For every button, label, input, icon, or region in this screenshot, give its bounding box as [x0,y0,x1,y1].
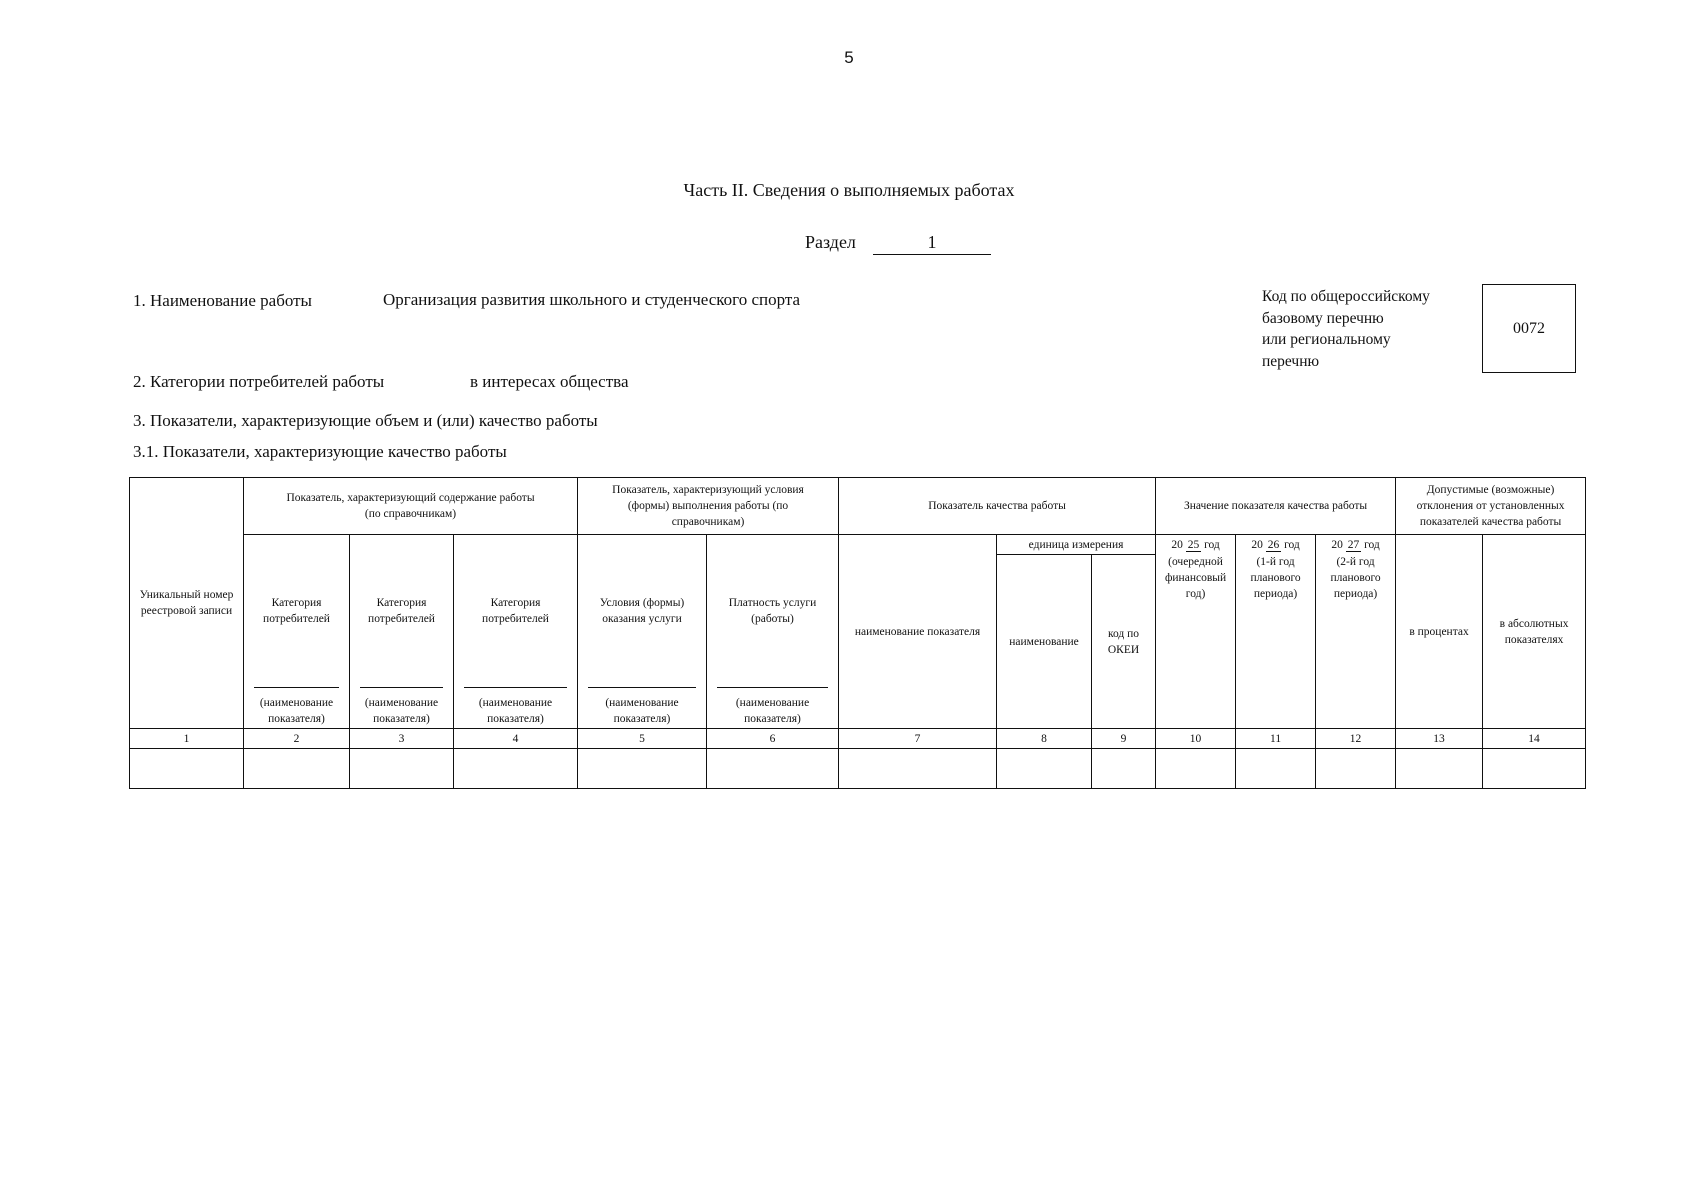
year-prefix: 20 [1171,539,1183,551]
registry-code-box [1482,284,1576,373]
conditions-group-header: Показатель, характеризующий условия (формы) выполнения работы (по справочникам) [578,478,839,535]
year-value: 25 [1187,539,1200,551]
table-header-row-2 [130,535,1586,555]
year-suffix: год [1364,539,1380,551]
column-number: 14 [1483,729,1586,749]
subheader-note: (наименование показателя) [605,697,679,725]
table-cell [1316,749,1396,789]
underline-rule [717,687,828,688]
column-number: 12 [1316,729,1396,749]
work-name-value: Организация развития школьного и студенческого спорта [383,290,801,309]
year-value: 26 [1267,539,1280,551]
table-cell [1396,749,1483,789]
subheader-note: (наименование показателя) [364,697,439,725]
year-2025-header [1156,535,1236,729]
year-prefix: 20 [1331,539,1343,551]
subheader-note: (наименование показателя) [735,697,810,725]
table-cell [578,749,707,789]
subheader-title: Платность услуги (работы) [728,597,817,625]
column-number: 6 [707,729,839,749]
subheader-service-conditions [578,535,707,729]
column-number: 4 [454,729,578,749]
deviation-absolute-header: в абсолютных показателях [1483,535,1586,729]
consumer-category-label: 2. Категории потребителей работы [133,372,385,391]
section-value: 1 [873,232,991,255]
column-number: 13 [1396,729,1483,749]
table-header-row-1 [130,478,1586,535]
year-suffix: год [1204,539,1220,551]
unit-code-header: код по ОКЕИ [1092,555,1156,729]
subheader-note: (наименование показателя) [259,697,334,725]
year-2027-header [1316,535,1396,729]
table-cell [1156,749,1236,789]
column-number: 2 [244,729,350,749]
table-cell [997,749,1092,789]
underline-rule [588,687,696,688]
table-row [130,749,1586,789]
consumer-category-value: в интересах общества [470,372,629,391]
year-line [1239,537,1312,554]
table-cell [350,749,454,789]
quality-indicators-table [129,477,1586,789]
page-number: 5 [844,48,854,67]
section-3-1-heading: 3.1. Показатели, характеризующие качество работы [133,442,507,461]
column-numbers-row [130,729,1586,749]
year-line [1159,537,1232,554]
table-cell [839,749,997,789]
table-cell [707,749,839,789]
section-label: Раздел [805,232,856,252]
column-number: 11 [1236,729,1316,749]
underline-rule [254,687,339,688]
registry-code-label-line: базовому перечню [1262,309,1384,327]
part-title: Часть II. Сведения о выполняемых работах [683,180,1015,200]
year-line [1319,537,1392,554]
underline-rule [464,687,567,688]
registry-code-label-line: Код по общероссийскому [1262,288,1430,305]
deviation-group-header: Допустимые (возможные) отклонения от установленных показателей качества работы [1396,478,1586,535]
registry-code-value: 0072 [1513,319,1545,337]
year-note: (очередной финансовый год) [1164,556,1227,600]
subheader-service-payment [707,535,839,729]
table-cell [130,749,244,789]
quality-group-header: Показатель качества работы [839,478,1156,535]
subheader-title: Категория потребителей [482,597,549,625]
year-note: (2-й год планового периода) [1330,556,1381,600]
column-number: 1 [130,729,244,749]
column-number: 8 [997,729,1092,749]
column-number: 3 [350,729,454,749]
year-value: 27 [1347,539,1360,551]
work-name-label: 1. Наименование работы [133,291,312,310]
registry-code-label-line: или региональному [1262,331,1391,348]
column-number: 5 [578,729,707,749]
underline-rule [360,687,443,688]
column-number: 10 [1156,729,1236,749]
column-number: 7 [839,729,997,749]
subheader-consumer-category-1 [244,535,350,729]
subheader-consumer-category-2 [350,535,454,729]
content-group-header: Показатель, характеризующий содержание работы (по справочникам) [244,478,578,535]
year-2026-header [1236,535,1316,729]
year-note: (1-й год планового периода) [1250,556,1301,600]
deviation-percent-header: в процентах [1396,535,1483,729]
unit-group-header: единица измерения [997,535,1156,555]
table-cell [1092,749,1156,789]
year-prefix: 20 [1251,539,1263,551]
registry-code-label-line: перечню [1262,352,1320,370]
indicator-name-header: наименование показателя [839,535,997,729]
table-cell [244,749,350,789]
table-cell [1483,749,1586,789]
registry-code-label [1262,286,1472,372]
subheader-note: (наименование показателя) [478,697,553,725]
year-suffix: год [1284,539,1300,551]
subheader-title: Категория потребителей [368,597,435,625]
subheader-title: Условия (формы) оказания услуги [599,597,685,625]
unique-number-header: Уникальный номер реестровой записи [130,478,244,729]
subheader-title: Категория потребителей [263,597,330,625]
subheader-consumer-category-3 [454,535,578,729]
column-number: 9 [1092,729,1156,749]
section-3-heading: 3. Показатели, характеризующие объем и (или) качество работы [133,411,598,430]
unit-name-header: наименование [997,555,1092,729]
table-cell [454,749,578,789]
value-group-header: Значение показателя качества работы [1156,478,1396,535]
table-cell [1236,749,1316,789]
